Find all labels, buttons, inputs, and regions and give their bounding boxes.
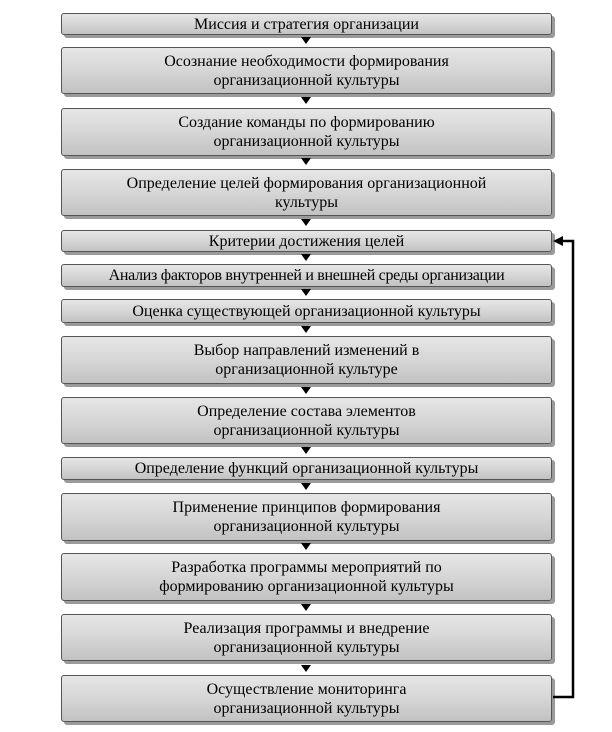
arrow-head-2 — [301, 97, 311, 104]
arrow-head-4 — [301, 219, 311, 226]
step-program-implementation: Реализация программы и внедрение организационной культуры — [61, 614, 552, 661]
step-program-development: Разработка программы мероприятий по формированию организационной культуры — [61, 553, 552, 601]
step-change-directions: Выбор направлений изменений в организационной культуре — [61, 336, 552, 384]
arrow-head-12 — [301, 604, 311, 611]
step-mission-strategy: Миссия и стратегия организации — [61, 13, 552, 35]
arrow-head-6 — [301, 289, 311, 296]
step-environment-analysis: Анализ факторов внутренней и внешней среды организации — [61, 264, 552, 287]
step-monitoring: Осуществление мониторинга организационной культуры — [61, 675, 552, 722]
feedback-loop-line — [553, 241, 573, 697]
arrow-head-9 — [301, 447, 311, 454]
step-team-creation: Создание команды по формированию организационной культуры — [61, 108, 552, 156]
step-functions-definition: Определение функций организационной культуры — [61, 457, 552, 480]
arrow-head-8 — [301, 387, 311, 394]
arrow-head-11 — [301, 543, 311, 550]
step-success-criteria: Критерии достижения целей — [61, 230, 552, 252]
step-elements-composition: Определение состава элементов организационной культуры — [61, 397, 552, 444]
feedback-loop-arrow-head — [553, 236, 563, 246]
arrow-head-13 — [301, 665, 311, 672]
arrow-head-3 — [301, 158, 311, 165]
arrow-head-10 — [301, 483, 311, 490]
arrow-head-5 — [301, 254, 311, 261]
arrow-head-1 — [301, 37, 311, 44]
arrow-head-7 — [301, 326, 311, 333]
step-goal-definition: Определение целей формирования организационной культуры — [61, 169, 552, 216]
step-principles-application: Применение принципов формирования организационной культуры — [61, 493, 552, 541]
feedback-loop-arrow — [553, 236, 573, 697]
step-awareness: Осознание необходимости формирования организационной культуры — [61, 47, 552, 94]
step-current-culture-assessment: Оценка существующей организационной культуры — [61, 299, 552, 323]
